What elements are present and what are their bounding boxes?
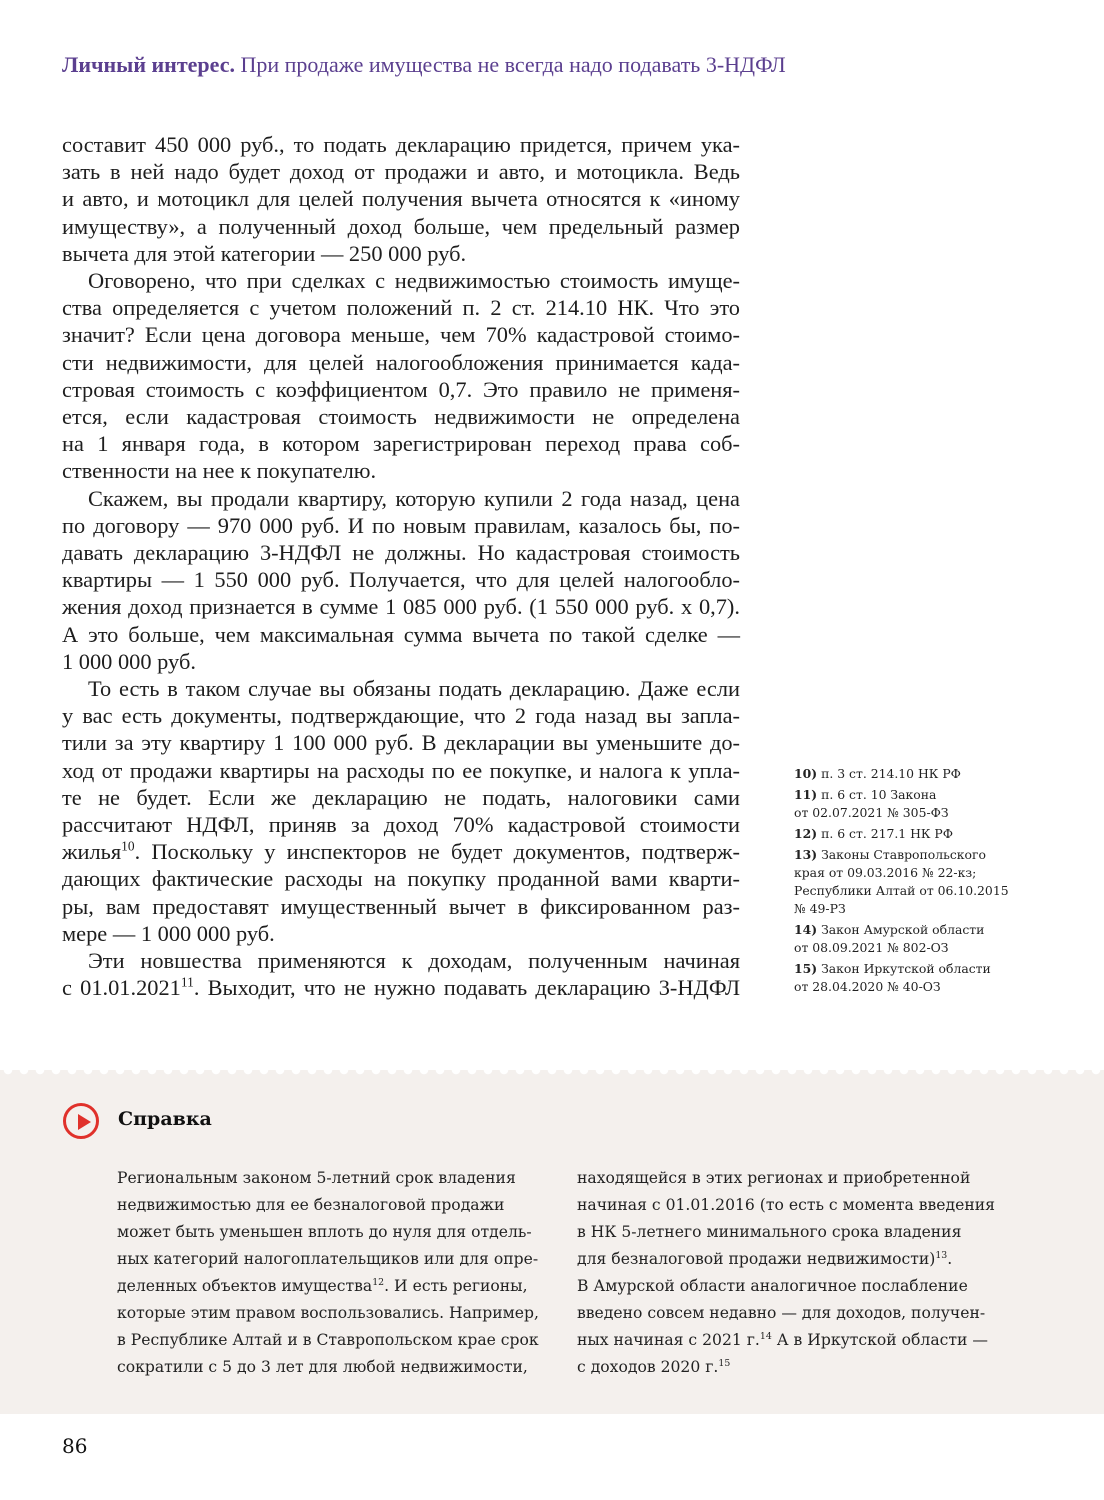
text-line-with-footnote: деленных объектов имущества$^{12}$. И есть регионы, (117, 1276, 528, 1295)
text-line: Региональным законом 5-летний срок владения (117, 1169, 516, 1187)
text-line: сократили с 5 до 3 лет для любой недвижимости, (117, 1358, 528, 1376)
text-line: ры, вам предоставят имущественный вычет в фиксированном раз- (62, 893, 740, 919)
text-line-with-footnote: с доходов 2020 г.$^{15}$ (577, 1357, 731, 1376)
footnote-ref-11[interactable]: 11 (180, 974, 194, 990)
footnote-14: 14) Закон Амурской области от 08.09.2021 № 802-ОЗ (794, 922, 985, 955)
text-line: рассчитают НДФЛ, приняв за доход 70% кадастровой стоимости (62, 812, 740, 838)
text-line: Оговорено, что при сделках с недвижимостью стоимость имуще- (88, 268, 740, 294)
text-line: те не будет. Если же декларацию не подать, налоговики сами (62, 784, 740, 810)
text-line-with-footnote: для безналоговой продажи недвижимости)$^{13}$. (577, 1249, 953, 1268)
text-line: на 1 января года, в котором зарегистрирован переход права соб- (62, 431, 740, 457)
text-line: начиная с 01.01.2016 (то есть с момента введения (577, 1196, 995, 1214)
text-line-with-footnote: жилья$^{10}$. Поскольку у инспекторов не будет документов, подтверж- (62, 838, 740, 865)
text-line: имуществу», а полученный доход больше, чем предельный размер (62, 213, 740, 239)
text-line: ется, если кадастровая стоимость недвижимости не определена (62, 404, 740, 430)
footnote-12: 12) п. 6 ст. 217.1 НК РФ (794, 826, 954, 841)
text-line: Эти новшества применяются к доходам, полученным начиная (88, 948, 740, 974)
text-line: А это больше, чем максимальная сумма вычета по такой сделке — (62, 621, 740, 647)
running-head-title: При продаже имущества не всегда надо подавать 3-НДФЛ (240, 52, 786, 77)
text-line: То есть в таком случае вы обязаны подать декларацию. Даже если (88, 676, 740, 702)
text-line: составит 450 000 руб., то подать декларацию придется, причем ука- (62, 132, 740, 157)
text-line: тили за эту квартиру 1 100 000 руб. В декларации вы уменьшите до- (62, 730, 740, 756)
text-line: мере — 1 000 000 руб. (62, 920, 275, 946)
text-line: ход от продажи квартиры на расходы по ее покупке, и налога к упла- (62, 757, 740, 783)
text-line: 1 000 000 руб. (62, 648, 196, 674)
main-text-column (62, 131, 740, 1002)
text-line: ства определяется с учетом положений п. 2 ст. 214.10 НК. Что это (62, 295, 740, 321)
running-head (62, 52, 786, 78)
text-line: сти недвижимости, для целей налогообложения принимается када- (62, 349, 740, 375)
text-line: зать в ней надо будет доход от продажи и авто, и мотоцикла. Ведь (62, 159, 740, 185)
text-line: по договору — 970 000 руб. И по новым правилам, казалось бы, по- (62, 512, 740, 538)
paragraph-3 (62, 485, 740, 675)
paragraph-2 (62, 267, 740, 485)
text-line: давать декларацию 3-НДФЛ не должны. Но кадастровая стоимость (62, 540, 740, 566)
text-line: в Республике Алтай и в Ставропольском крае срок (117, 1331, 539, 1349)
paragraph-4 (62, 675, 740, 947)
footnote-ref-13[interactable]: 13 (935, 1249, 948, 1261)
page-number: 86 (62, 1434, 88, 1458)
text-line: введено совсем недавно — для доходов, получен- (577, 1304, 986, 1322)
text-line-with-footnote: ных начиная с 2021 г.$^{14}$ А в Иркутской области — (577, 1330, 988, 1349)
reference-left-column (117, 1165, 547, 1381)
text-line: значит? Если цена договора меньше, чем 70% кадастровой стоимо- (62, 322, 740, 348)
text-line: Скажем, вы продали квартиру, которую купили 2 года назад, цена (88, 485, 740, 511)
text-line: недвижимостью для ее безналоговой продажи (117, 1196, 505, 1214)
text-line: вычета для этой категории — 250 000 руб. (62, 240, 467, 266)
footnote-10: 10) п. 3 ст. 214.10 НК РФ (794, 766, 961, 781)
text-line: дающих фактические расходы на покупку проданной вами кварти- (62, 866, 740, 892)
text-line: находящейся в этих регионах и приобретенной (577, 1169, 971, 1187)
play-circle-icon (63, 1103, 99, 1139)
footnote-ref-12[interactable]: 12 (372, 1276, 385, 1288)
reference-title: Справка (118, 1108, 212, 1130)
text-line-with-footnote: с 01.01.2021$^{11}$. Выходит, что не нужно подавать декларацию 3-НДФЛ (62, 974, 741, 1001)
footnote-ref-14[interactable]: 14 (759, 1330, 772, 1342)
text-line: ных категорий налогоплательщиков или для опре- (117, 1250, 539, 1268)
text-line: квартиры — 1 550 000 руб. Получается, что для целей налогообло- (62, 567, 740, 593)
footnote-15: 15) Закон Иркутской области от 28.04.2020 № 40-ОЗ (794, 961, 991, 994)
footnote-ref-10[interactable]: 10 (121, 838, 135, 854)
footnote-ref-15[interactable]: 15 (718, 1357, 731, 1369)
text-line: ственности на нее к покупателю. (62, 458, 377, 484)
text-line: В Амурской области аналогичное послабление (577, 1277, 968, 1295)
text-line: может быть уменьшен вплоть до нуля для отдель- (117, 1223, 532, 1241)
text-line: у вас есть документы, подтверждающие, что 2 года назад вы запла- (62, 703, 740, 729)
paragraph-5 (62, 947, 740, 1001)
footnote-13: 13) Законы Ставропольского края от 09.03.2016 № 22-кз; Республики Алтай от 06.10.2015 № 49-РЗ (794, 847, 1009, 916)
text-line: которые этим правом воспользовались. Например, (117, 1304, 539, 1322)
paragraph-1 (62, 131, 740, 267)
running-head-section: Личный интерес. (62, 52, 235, 77)
reference-right-column (577, 1165, 1007, 1381)
footnotes-sidebar (794, 765, 1044, 999)
footnote-11: 11) п. 6 ст. 10 Закона от 02.07.2021 № 305-ФЗ (794, 787, 949, 820)
text-line: жения доход признается в сумме 1 085 000 руб. (1 550 000 руб. х 0,7). (62, 594, 740, 620)
text-line: и авто, и мотоцикл для целей получения вычета относятся к «иному (62, 186, 740, 212)
text-line: в НК 5-летнего минимального срока владения (577, 1223, 962, 1241)
text-line: стровая стоимость с коэффициентом 0,7. Это правило не применя- (62, 376, 740, 402)
